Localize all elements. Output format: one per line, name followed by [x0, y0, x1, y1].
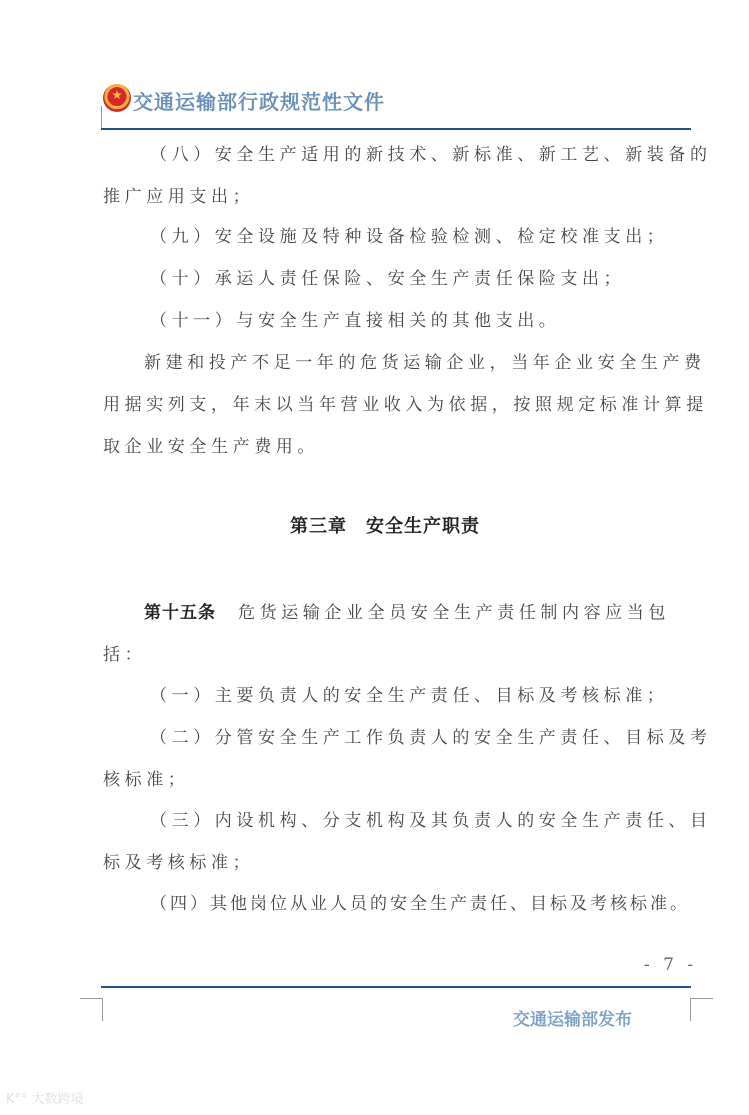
body-line: 用据实列支，年末以当年营业收入为依据，按照规定标准计算提: [103, 395, 708, 415]
chapter-heading: 第三章 安全生产职责: [290, 516, 480, 537]
list-item: （一）主要负责人的安全生产责任、目标及考核标准；: [150, 686, 669, 706]
body-line: （九）安全设施及特种设备检验检测、检定校准支出；: [150, 227, 669, 247]
body-line: （十）承运人责任保险、安全生产责任保险支出；: [150, 269, 626, 289]
crop-mark-bottom-right: [690, 998, 713, 1021]
body-line: （十一）与安全生产直接相关的其他支出。: [150, 311, 561, 331]
page-number: - 7 -: [644, 955, 698, 975]
list-item: 标及考核标准；: [103, 853, 255, 873]
body-line: 取企业安全生产费用。: [103, 437, 319, 457]
header-title: 交通运输部行政规范性文件: [133, 90, 385, 114]
article-text: 危货运输企业全员安全生产责任制内容应当包: [238, 603, 670, 623]
body-line: 推广应用支出；: [103, 187, 255, 207]
footer-publisher: 交通运输部发布: [513, 1010, 632, 1030]
crop-mark-top-left: [101, 106, 124, 128]
body-line: 新建和投产不足一年的危货运输企业，当年企业安全生产费: [144, 353, 706, 373]
header-rule: [101, 128, 691, 130]
watermark-logo-icon: K°°: [6, 1092, 32, 1107]
crop-mark-bottom-left: [80, 998, 103, 1021]
watermark: [6, 1088, 84, 1107]
footer-rule: [101, 986, 691, 988]
list-item: （二）分管安全生产工作负责人的安全生产责任、目标及考: [150, 728, 712, 748]
list-item: 核标准；: [103, 770, 190, 790]
watermark-text: 大数跨境: [31, 1092, 84, 1107]
article-first-line: [144, 598, 670, 623]
list-item: （三）内设机构、分支机构及其负责人的安全生产责任、目: [150, 811, 712, 831]
list-item: （四）其他岗位从业人员的安全生产责任、目标及考核标准。: [150, 894, 690, 914]
article-label: 第十五条: [144, 603, 216, 623]
body-line: （八）安全生产适用的新技术、新标准、新工艺、新装备的: [150, 145, 712, 165]
article-continuation: 括：: [103, 645, 147, 665]
